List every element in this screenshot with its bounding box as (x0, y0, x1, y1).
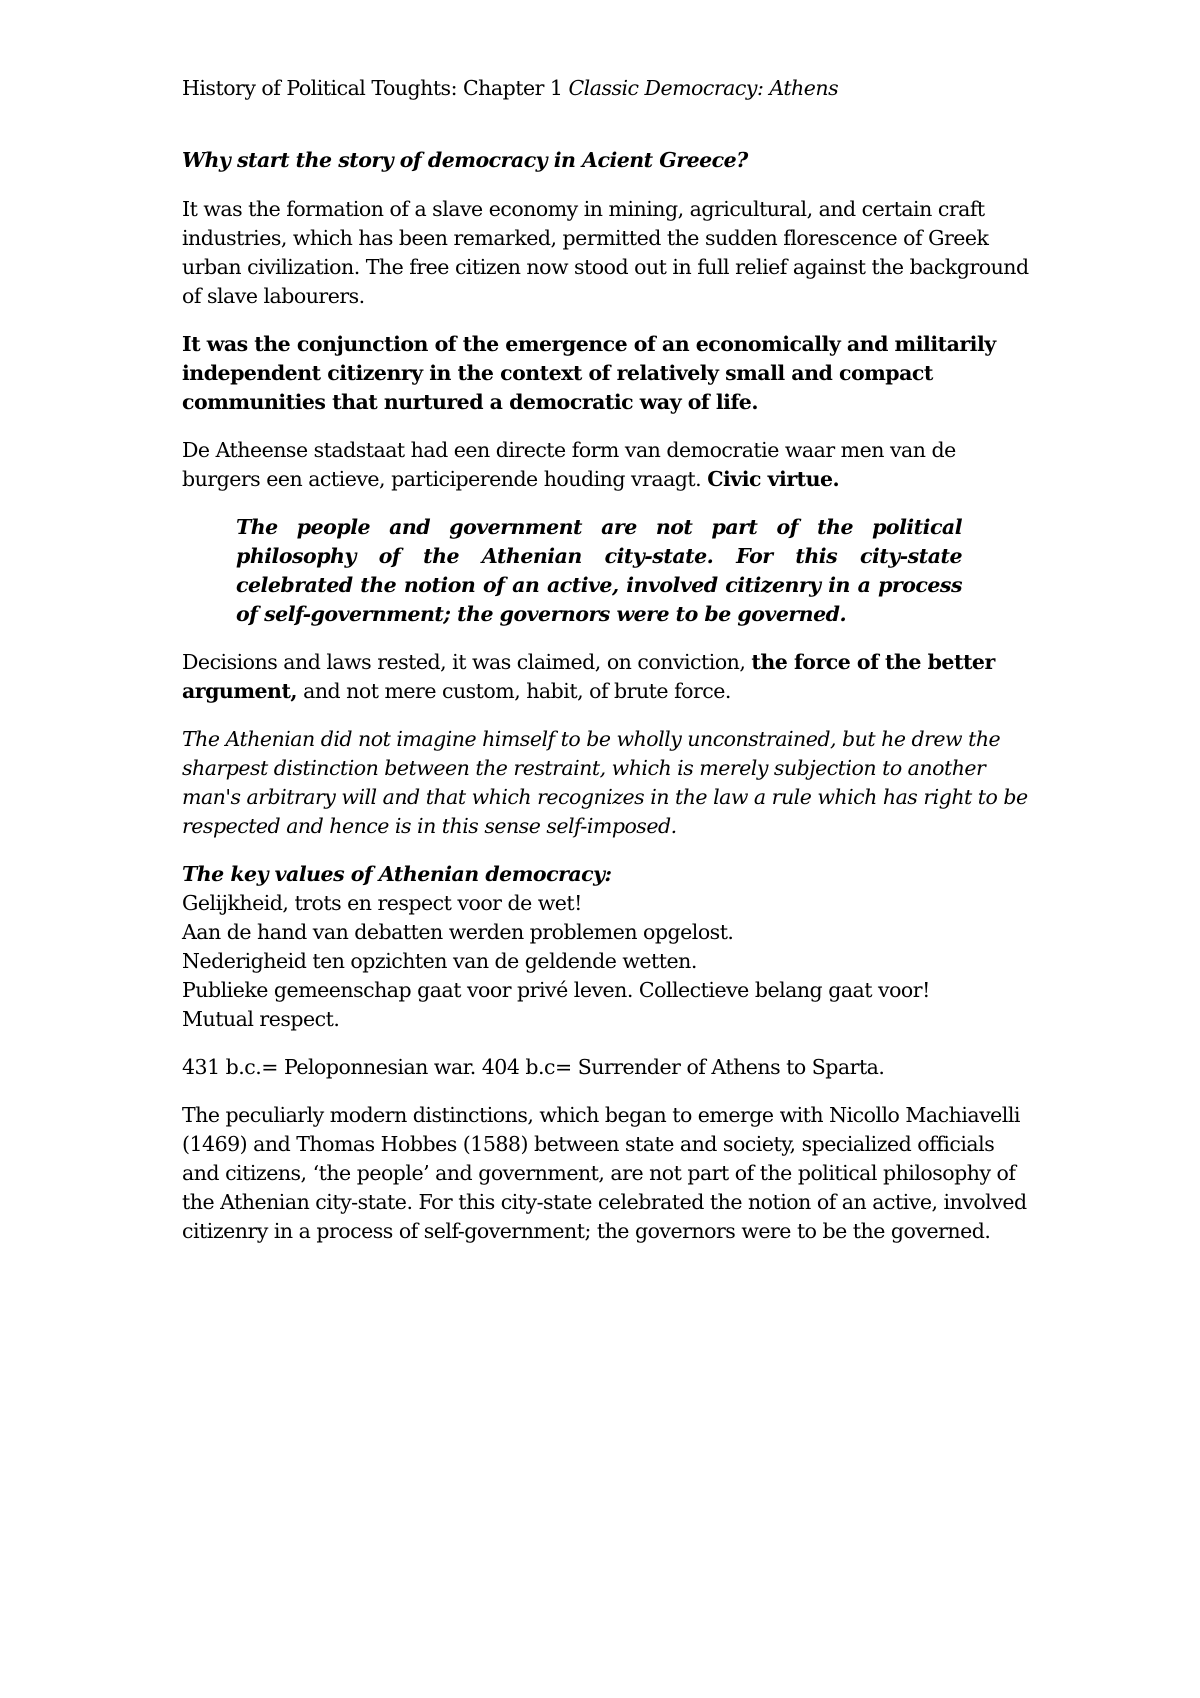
list-item: Mutual respect. (182, 1007, 340, 1031)
stadstaat-text: De Atheense stadstaat had een directe form van democratie waar men van de burgers een actieve, participerende houding vraagt. (182, 438, 956, 491)
quote-athenian-restraint: The Athenian did not imagine himself to be wholly unconstrained, but he drew the sharpest distinction between the restraint, which is merely subjection to another man's arbitrary will and that which recognizes in the law a rule which has right to be respected and hence is in this sense self-imposed. (182, 727, 1028, 838)
blockquote-people-government: The people and government are not part of the political philosophy of the Athenian city-state. For this city-state celebrated the notion of an active, involved citizenry in a process of self-government; the governors were to be governed. (236, 515, 962, 626)
paragraph-slave-economy: It was the formation of a slave economy in mining, agricultural, and certain craft industries, which has been remarked, permitted the sudden florescence of Greek urban civilization. The free citizen now stood out in full relief against the background of slave labourers. (182, 197, 1029, 308)
key-values-section (182, 860, 1032, 1034)
header-prefix: History of Political Toughts: Chapter 1 (182, 76, 569, 100)
page-header (182, 74, 1032, 103)
decisions-text-1: Decisions and laws rested, it was claimed, on conviction, (182, 650, 752, 674)
decisions-text-2: and not mere custom, habit, of brute force. (297, 679, 731, 703)
list-item: Aan de hand van debatten werden problemen opgelost. (182, 920, 734, 944)
document-body (182, 74, 1032, 1265)
better-argument: the force of the better argument, (182, 650, 995, 703)
paragraph-stadstaat (182, 436, 1032, 494)
header-subject: Classic Democracy: Athens (568, 76, 839, 100)
paragraph-dates: 431 b.c.= Peloponnesian war. 404 b.c= Surrender of Athens to Sparta. (182, 1055, 885, 1079)
list-item: Gelijkheid, trots en respect voor de wet! (182, 891, 582, 915)
section-question: Why start the story of democracy in Acient Greece? (182, 148, 748, 172)
paragraph-decisions (182, 648, 1032, 706)
paragraph-citizenry: It was the conjunction of the emergence of an economically and militarily independent citizenry in the context of relatively small and compact communities that nurtured a democratic way of life. (182, 332, 996, 414)
key-values-title: The key values of Athenian democracy: (182, 862, 612, 886)
list-item: Publieke gemeenschap gaat voor privé leven. Collectieve belang gaat voor! (182, 978, 930, 1002)
paragraph-modern-distinctions: The peculiarly modern distinctions, which began to emerge with Nicollo Machiavelli (1469) and Thomas Hobbes (1588) between state and society, specialized officials and citizens, ‘the people’ and government, are not part of the political philosophy of the Athenian city-state. For this city-state celebrated the notion of an active, involved citizenry in a process of self-government; the governors were to be the governed. (182, 1103, 1027, 1243)
list-item: Nederigheid ten opzichten van de geldende wetten. (182, 949, 697, 973)
civic-virtue: Civic virtue. (707, 467, 840, 491)
